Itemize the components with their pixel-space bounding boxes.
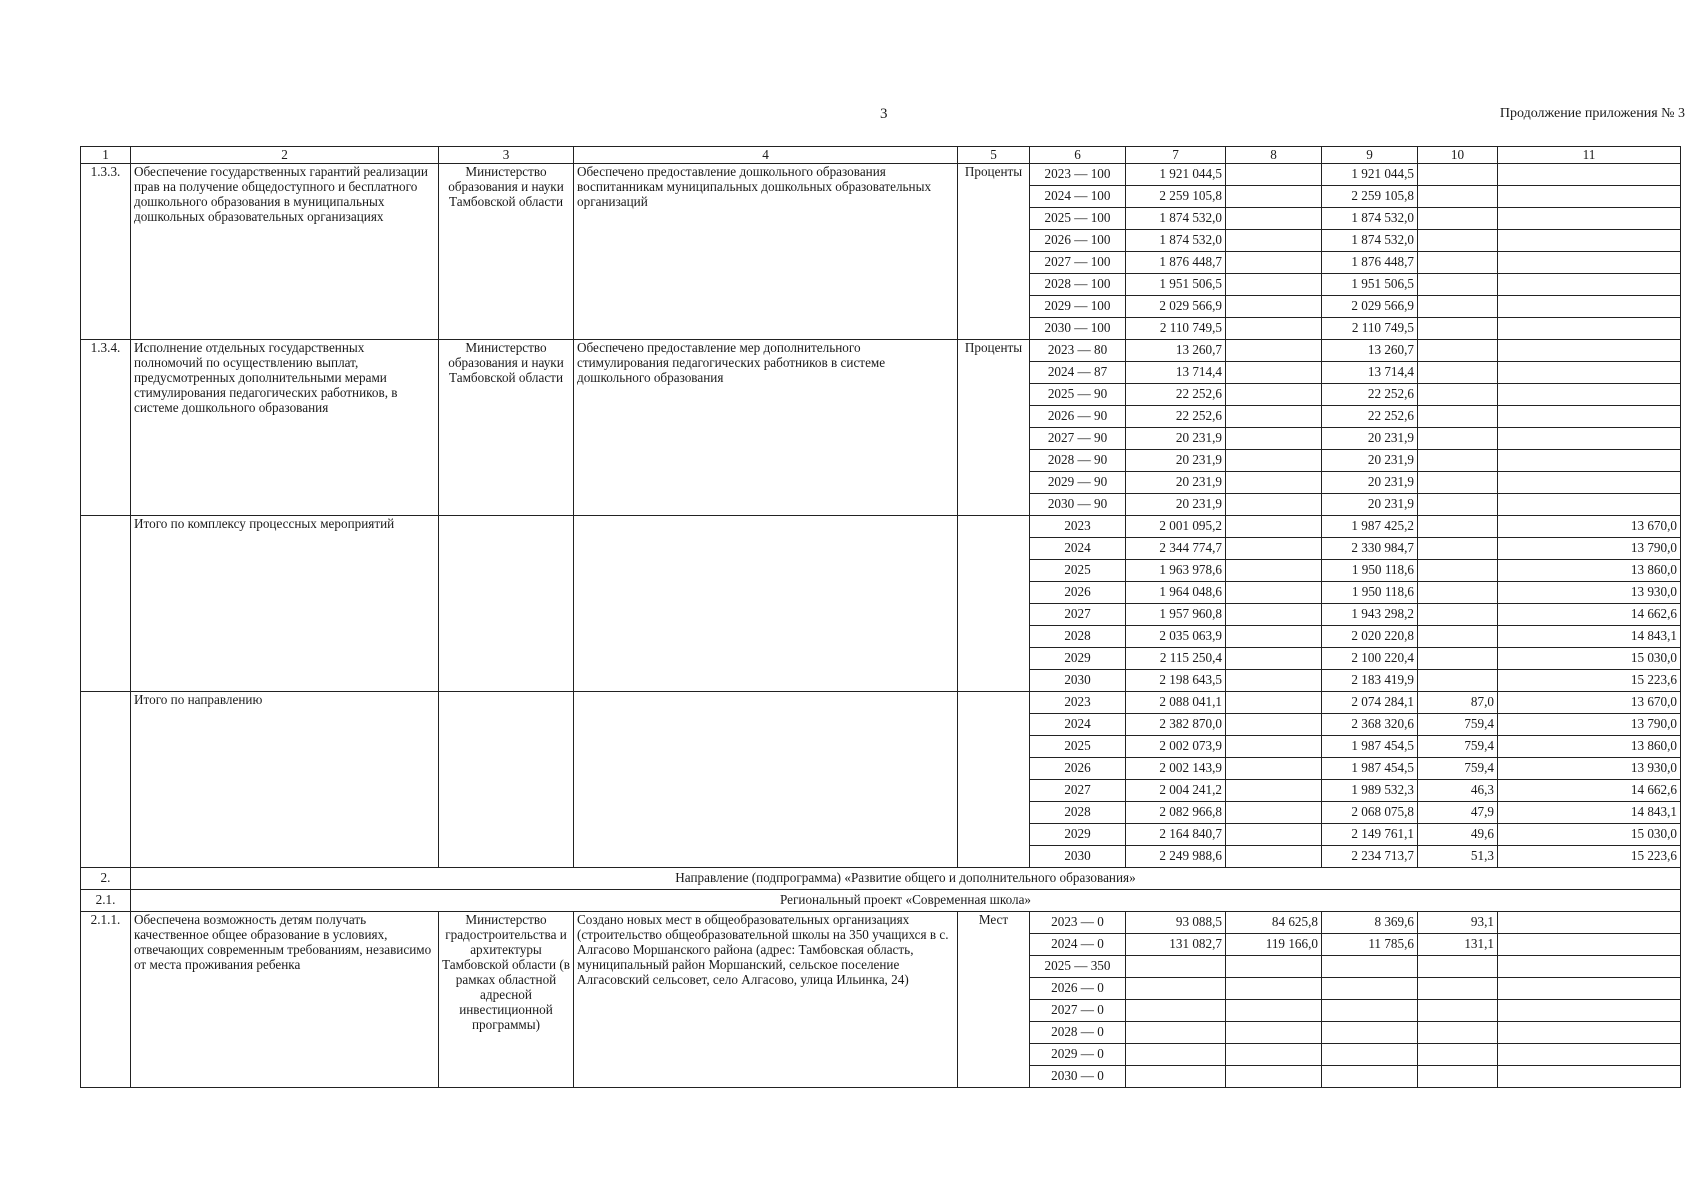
total-amount (1126, 1022, 1226, 1044)
federal-amount (1226, 758, 1322, 780)
local-amount (1418, 560, 1498, 582)
other-amount (1498, 296, 1681, 318)
federal-amount (1226, 516, 1322, 538)
executor (439, 692, 574, 868)
federal-amount (1226, 340, 1322, 362)
other-amount: 13 790,0 (1498, 714, 1681, 736)
year-value: 2030 — 100 (1030, 318, 1126, 340)
year-value: 2030 (1030, 670, 1126, 692)
year-value: 2025 (1030, 736, 1126, 758)
section-title: Региональный проект «Современная школа» (131, 890, 1681, 912)
local-amount: 49,6 (1418, 824, 1498, 846)
other-amount (1498, 1066, 1681, 1088)
year-value: 2025 — 90 (1030, 384, 1126, 406)
federal-amount (1226, 252, 1322, 274)
total-amount: 2 115 250,4 (1126, 648, 1226, 670)
local-amount (1418, 296, 1498, 318)
federal-amount (1226, 1022, 1322, 1044)
other-amount (1498, 384, 1681, 406)
section-row (81, 890, 1681, 912)
other-amount: 15 223,6 (1498, 846, 1681, 868)
table-row (81, 164, 1681, 186)
federal-amount (1226, 164, 1322, 186)
total-amount: 93 088,5 (1126, 912, 1226, 934)
total-amount: 13 714,4 (1126, 362, 1226, 384)
year-value: 2024 (1030, 714, 1126, 736)
local-amount: 759,4 (1418, 758, 1498, 780)
total-amount (1126, 1000, 1226, 1022)
unit: Проценты (958, 164, 1030, 340)
total-amount: 2 001 095,2 (1126, 516, 1226, 538)
federal-amount (1226, 1000, 1322, 1022)
local-amount: 47,9 (1418, 802, 1498, 824)
regional-amount: 13 714,4 (1322, 362, 1418, 384)
federal-amount (1226, 428, 1322, 450)
year-value: 2026 — 0 (1030, 978, 1126, 1000)
other-amount (1498, 472, 1681, 494)
column-number: 11 (1498, 147, 1681, 164)
year-value: 2030 — 0 (1030, 1066, 1126, 1088)
other-amount (1498, 1022, 1681, 1044)
regional-amount: 20 231,9 (1322, 494, 1418, 516)
regional-amount: 1 921 044,5 (1322, 164, 1418, 186)
local-amount (1418, 230, 1498, 252)
other-amount (1498, 164, 1681, 186)
total-amount: 131 082,7 (1126, 934, 1226, 956)
total-amount: 2 198 643,5 (1126, 670, 1226, 692)
year-value: 2026 (1030, 582, 1126, 604)
other-amount: 13 930,0 (1498, 582, 1681, 604)
table-body (81, 147, 1681, 1088)
regional-amount: 2 074 284,1 (1322, 692, 1418, 714)
federal-amount: 119 166,0 (1226, 934, 1322, 956)
total-amount: 2 002 143,9 (1126, 758, 1226, 780)
other-amount (1498, 406, 1681, 428)
local-amount (1418, 538, 1498, 560)
result-description (574, 692, 958, 868)
federal-amount (1226, 406, 1322, 428)
regional-amount: 2 029 566,9 (1322, 296, 1418, 318)
column-number: 6 (1030, 147, 1126, 164)
total-amount: 2 259 105,8 (1126, 186, 1226, 208)
regional-amount: 2 020 220,8 (1322, 626, 1418, 648)
year-value: 2025 — 350 (1030, 956, 1126, 978)
local-amount: 93,1 (1418, 912, 1498, 934)
year-value: 2030 (1030, 846, 1126, 868)
other-amount (1498, 1000, 1681, 1022)
local-amount (1418, 274, 1498, 296)
federal-amount (1226, 582, 1322, 604)
other-amount: 14 843,1 (1498, 626, 1681, 648)
unit (958, 516, 1030, 692)
other-amount (1498, 934, 1681, 956)
local-amount: 46,3 (1418, 780, 1498, 802)
regional-amount: 22 252,6 (1322, 384, 1418, 406)
total-amount: 22 252,6 (1126, 384, 1226, 406)
total-amount (1126, 956, 1226, 978)
total-amount: 1 964 048,6 (1126, 582, 1226, 604)
other-amount: 13 860,0 (1498, 736, 1681, 758)
federal-amount (1226, 1044, 1322, 1066)
row-number (81, 516, 131, 692)
total-amount: 2 082 966,8 (1126, 802, 1226, 824)
result-description: Обеспечено предоставление мер дополнительного стимулирования педагогических работников в системе дошкольного образования (574, 340, 958, 516)
regional-amount: 20 231,9 (1322, 472, 1418, 494)
total-amount: 20 231,9 (1126, 428, 1226, 450)
year-value: 2024 — 100 (1030, 186, 1126, 208)
federal-amount (1226, 296, 1322, 318)
federal-amount (1226, 230, 1322, 252)
regional-amount: 1 989 532,3 (1322, 780, 1418, 802)
federal-amount (1226, 538, 1322, 560)
total-amount: 2 029 566,9 (1126, 296, 1226, 318)
local-amount (1418, 164, 1498, 186)
regional-amount: 20 231,9 (1322, 450, 1418, 472)
local-amount: 759,4 (1418, 714, 1498, 736)
year-value: 2026 (1030, 758, 1126, 780)
year-value: 2023 (1030, 516, 1126, 538)
federal-amount (1226, 714, 1322, 736)
regional-amount: 1 876 448,7 (1322, 252, 1418, 274)
other-amount (1498, 1044, 1681, 1066)
unit: Проценты (958, 340, 1030, 516)
federal-amount (1226, 450, 1322, 472)
regional-amount: 2 100 220,4 (1322, 648, 1418, 670)
year-value: 2029 (1030, 824, 1126, 846)
other-amount (1498, 252, 1681, 274)
regional-amount: 20 231,9 (1322, 428, 1418, 450)
total-amount: 2 002 073,9 (1126, 736, 1226, 758)
year-value: 2024 (1030, 538, 1126, 560)
other-amount: 13 860,0 (1498, 560, 1681, 582)
year-value: 2025 (1030, 560, 1126, 582)
row-number: 2.1.1. (81, 912, 131, 1088)
federal-amount (1226, 494, 1322, 516)
column-number-row (81, 147, 1681, 164)
local-amount: 51,3 (1418, 846, 1498, 868)
federal-amount (1226, 670, 1322, 692)
federal-amount (1226, 978, 1322, 1000)
year-value: 2023 — 100 (1030, 164, 1126, 186)
other-amount (1498, 340, 1681, 362)
other-amount (1498, 956, 1681, 978)
regional-amount (1322, 978, 1418, 1000)
total-amount: 2 344 774,7 (1126, 538, 1226, 560)
section-number: 2.1. (81, 890, 131, 912)
local-amount (1418, 670, 1498, 692)
federal-amount (1226, 560, 1322, 582)
unit (958, 692, 1030, 868)
regional-amount: 1 987 454,5 (1322, 736, 1418, 758)
other-amount (1498, 230, 1681, 252)
year-value: 2023 — 0 (1030, 912, 1126, 934)
local-amount (1418, 1000, 1498, 1022)
year-value: 2027 — 0 (1030, 1000, 1126, 1022)
regional-amount: 2 183 419,9 (1322, 670, 1418, 692)
row-number: 1.3.4. (81, 340, 131, 516)
result-description (574, 516, 958, 692)
total-amount: 2 164 840,7 (1126, 824, 1226, 846)
year-value: 2025 — 100 (1030, 208, 1126, 230)
year-value: 2027 — 90 (1030, 428, 1126, 450)
measure-name: Итого по комплексу процессных мероприятий (131, 516, 439, 692)
result-description: Обеспечено предоставление дошкольного образования воспитанникам муниципальных дошкольных образовательных организаций (574, 164, 958, 340)
measures-table (80, 146, 1681, 1088)
section-number: 2. (81, 868, 131, 890)
year-value: 2028 (1030, 802, 1126, 824)
federal-amount (1226, 384, 1322, 406)
year-value: 2027 (1030, 780, 1126, 802)
local-amount (1418, 186, 1498, 208)
local-amount (1418, 1066, 1498, 1088)
regional-amount: 1 987 425,2 (1322, 516, 1418, 538)
federal-amount (1226, 736, 1322, 758)
total-amount: 2 249 988,6 (1126, 846, 1226, 868)
total-amount: 1 921 044,5 (1126, 164, 1226, 186)
regional-amount: 2 110 749,5 (1322, 318, 1418, 340)
total-amount: 13 260,7 (1126, 340, 1226, 362)
federal-amount (1226, 604, 1322, 626)
local-amount (1418, 472, 1498, 494)
federal-amount (1226, 186, 1322, 208)
continuation-note: Продолжение приложения № 3 (1499, 106, 1685, 121)
row-number (81, 692, 131, 868)
local-amount (1418, 626, 1498, 648)
local-amount (1418, 1044, 1498, 1066)
federal-amount (1226, 362, 1322, 384)
local-amount (1418, 252, 1498, 274)
other-amount (1498, 318, 1681, 340)
executor: Министерство образования и науки Тамбовской области (439, 340, 574, 516)
year-value: 2024 — 87 (1030, 362, 1126, 384)
regional-amount: 1 951 506,5 (1322, 274, 1418, 296)
total-amount: 1 874 532,0 (1126, 208, 1226, 230)
column-number: 5 (958, 147, 1030, 164)
year-value: 2027 (1030, 604, 1126, 626)
local-amount (1418, 648, 1498, 670)
executor: Министерство образования и науки Тамбовской области (439, 164, 574, 340)
total-amount (1126, 978, 1226, 1000)
other-amount: 13 670,0 (1498, 692, 1681, 714)
local-amount (1418, 362, 1498, 384)
regional-amount (1322, 1022, 1418, 1044)
other-amount (1498, 912, 1681, 934)
federal-amount (1226, 802, 1322, 824)
regional-amount: 11 785,6 (1322, 934, 1418, 956)
year-value: 2029 — 0 (1030, 1044, 1126, 1066)
local-amount (1418, 1022, 1498, 1044)
federal-amount (1226, 274, 1322, 296)
other-amount: 14 662,6 (1498, 780, 1681, 802)
local-amount (1418, 956, 1498, 978)
year-value: 2029 (1030, 648, 1126, 670)
regional-amount: 2 368 320,6 (1322, 714, 1418, 736)
other-amount (1498, 450, 1681, 472)
year-value: 2023 — 80 (1030, 340, 1126, 362)
measure-name: Обеспечена возможность детям получать качественное общее образование в условиях, отвечающих современным требованиям, независимо от места проживания ребенка (131, 912, 439, 1088)
column-number: 10 (1418, 147, 1498, 164)
table-row (81, 692, 1681, 714)
federal-amount (1226, 692, 1322, 714)
local-amount (1418, 318, 1498, 340)
total-amount: 20 231,9 (1126, 472, 1226, 494)
federal-amount (1226, 780, 1322, 802)
table-row (81, 912, 1681, 934)
table-row (81, 516, 1681, 538)
federal-amount (1226, 956, 1322, 978)
local-amount (1418, 450, 1498, 472)
federal-amount: 84 625,8 (1226, 912, 1322, 934)
total-amount (1126, 1066, 1226, 1088)
other-amount: 13 790,0 (1498, 538, 1681, 560)
year-value: 2024 — 0 (1030, 934, 1126, 956)
local-amount (1418, 208, 1498, 230)
regional-amount (1322, 1000, 1418, 1022)
other-amount (1498, 428, 1681, 450)
local-amount: 131,1 (1418, 934, 1498, 956)
section-row (81, 868, 1681, 890)
local-amount (1418, 582, 1498, 604)
total-amount: 2 088 041,1 (1126, 692, 1226, 714)
total-amount: 2 110 749,5 (1126, 318, 1226, 340)
federal-amount (1226, 846, 1322, 868)
regional-amount (1322, 1044, 1418, 1066)
column-number: 1 (81, 147, 131, 164)
table-row (81, 340, 1681, 362)
year-value: 2028 — 100 (1030, 274, 1126, 296)
executor: Министерство градостроительства и архитектуры Тамбовской области (в рамках областной адресной инвестиционной программы) (439, 912, 574, 1088)
regional-amount: 2 234 713,7 (1322, 846, 1418, 868)
federal-amount (1226, 824, 1322, 846)
other-amount: 15 030,0 (1498, 648, 1681, 670)
column-number: 4 (574, 147, 958, 164)
regional-amount: 2 149 761,1 (1322, 824, 1418, 846)
section-title: Направление (подпрограмма) «Развитие общего и дополнительного образования» (131, 868, 1681, 890)
total-amount (1126, 1044, 1226, 1066)
year-value: 2027 — 100 (1030, 252, 1126, 274)
year-value: 2029 — 90 (1030, 472, 1126, 494)
total-amount: 1 876 448,7 (1126, 252, 1226, 274)
total-amount: 1 957 960,8 (1126, 604, 1226, 626)
other-amount: 14 662,6 (1498, 604, 1681, 626)
year-value: 2026 — 100 (1030, 230, 1126, 252)
measure-name: Обеспечение государственных гарантий реализации прав на получение общедоступного и бесплатного дошкольного образования в муниципальных дошкольных образовательных организациях (131, 164, 439, 340)
column-number: 7 (1126, 147, 1226, 164)
other-amount: 13 930,0 (1498, 758, 1681, 780)
total-amount: 20 231,9 (1126, 494, 1226, 516)
measure-name: Исполнение отдельных государственных полномочий по осуществлению выплат, предусмотренных дополнительными мерами стимулирования педагогических работников, в системе дошкольного образования (131, 340, 439, 516)
other-amount: 14 843,1 (1498, 802, 1681, 824)
executor (439, 516, 574, 692)
other-amount (1498, 208, 1681, 230)
local-amount (1418, 604, 1498, 626)
other-amount: 15 223,6 (1498, 670, 1681, 692)
year-value: 2028 — 90 (1030, 450, 1126, 472)
total-amount: 1 963 978,6 (1126, 560, 1226, 582)
other-amount (1498, 494, 1681, 516)
regional-amount (1322, 956, 1418, 978)
local-amount (1418, 340, 1498, 362)
local-amount: 87,0 (1418, 692, 1498, 714)
page-number: 3 (880, 106, 888, 122)
regional-amount: 8 369,6 (1322, 912, 1418, 934)
regional-amount (1322, 1066, 1418, 1088)
year-value: 2029 — 100 (1030, 296, 1126, 318)
federal-amount (1226, 318, 1322, 340)
local-amount (1418, 978, 1498, 1000)
local-amount (1418, 406, 1498, 428)
regional-amount: 1 874 532,0 (1322, 208, 1418, 230)
column-number: 2 (131, 147, 439, 164)
other-amount (1498, 978, 1681, 1000)
year-value: 2026 — 90 (1030, 406, 1126, 428)
federal-amount (1226, 208, 1322, 230)
local-amount: 759,4 (1418, 736, 1498, 758)
federal-amount (1226, 626, 1322, 648)
total-amount: 20 231,9 (1126, 450, 1226, 472)
row-number: 1.3.3. (81, 164, 131, 340)
measure-name: Итого по направлению (131, 692, 439, 868)
regional-amount: 1 943 298,2 (1322, 604, 1418, 626)
other-amount (1498, 186, 1681, 208)
total-amount: 1 951 506,5 (1126, 274, 1226, 296)
regional-amount: 1 950 118,6 (1322, 560, 1418, 582)
year-value: 2028 (1030, 626, 1126, 648)
total-amount: 2 004 241,2 (1126, 780, 1226, 802)
federal-amount (1226, 1066, 1322, 1088)
column-number: 3 (439, 147, 574, 164)
other-amount: 15 030,0 (1498, 824, 1681, 846)
federal-amount (1226, 648, 1322, 670)
other-amount (1498, 362, 1681, 384)
total-amount: 1 874 532,0 (1126, 230, 1226, 252)
total-amount: 2 382 870,0 (1126, 714, 1226, 736)
federal-amount (1226, 472, 1322, 494)
column-number: 9 (1322, 147, 1418, 164)
regional-amount: 1 874 532,0 (1322, 230, 1418, 252)
regional-amount: 1 987 454,5 (1322, 758, 1418, 780)
year-value: 2030 — 90 (1030, 494, 1126, 516)
local-amount (1418, 494, 1498, 516)
regional-amount: 22 252,6 (1322, 406, 1418, 428)
regional-amount: 2 330 984,7 (1322, 538, 1418, 560)
year-value: 2023 (1030, 692, 1126, 714)
local-amount (1418, 428, 1498, 450)
unit: Мест (958, 912, 1030, 1088)
total-amount: 2 035 063,9 (1126, 626, 1226, 648)
regional-amount: 2 259 105,8 (1322, 186, 1418, 208)
local-amount (1418, 384, 1498, 406)
other-amount (1498, 274, 1681, 296)
result-description: Создано новых мест в общеобразовательных организациях (строительство общеобразовательной школы на 350 учащихся в с. Алгасово Моршанского района (адрес: Тамбовская область, муниципальный район Моршанский, сельское поселение Алгасовский сельсовет, село Алгасово, улица Ильинка, 24) (574, 912, 958, 1088)
year-value: 2028 — 0 (1030, 1022, 1126, 1044)
total-amount: 22 252,6 (1126, 406, 1226, 428)
regional-amount: 13 260,7 (1322, 340, 1418, 362)
regional-amount: 1 950 118,6 (1322, 582, 1418, 604)
other-amount: 13 670,0 (1498, 516, 1681, 538)
column-number: 8 (1226, 147, 1322, 164)
local-amount (1418, 516, 1498, 538)
regional-amount: 2 068 075,8 (1322, 802, 1418, 824)
